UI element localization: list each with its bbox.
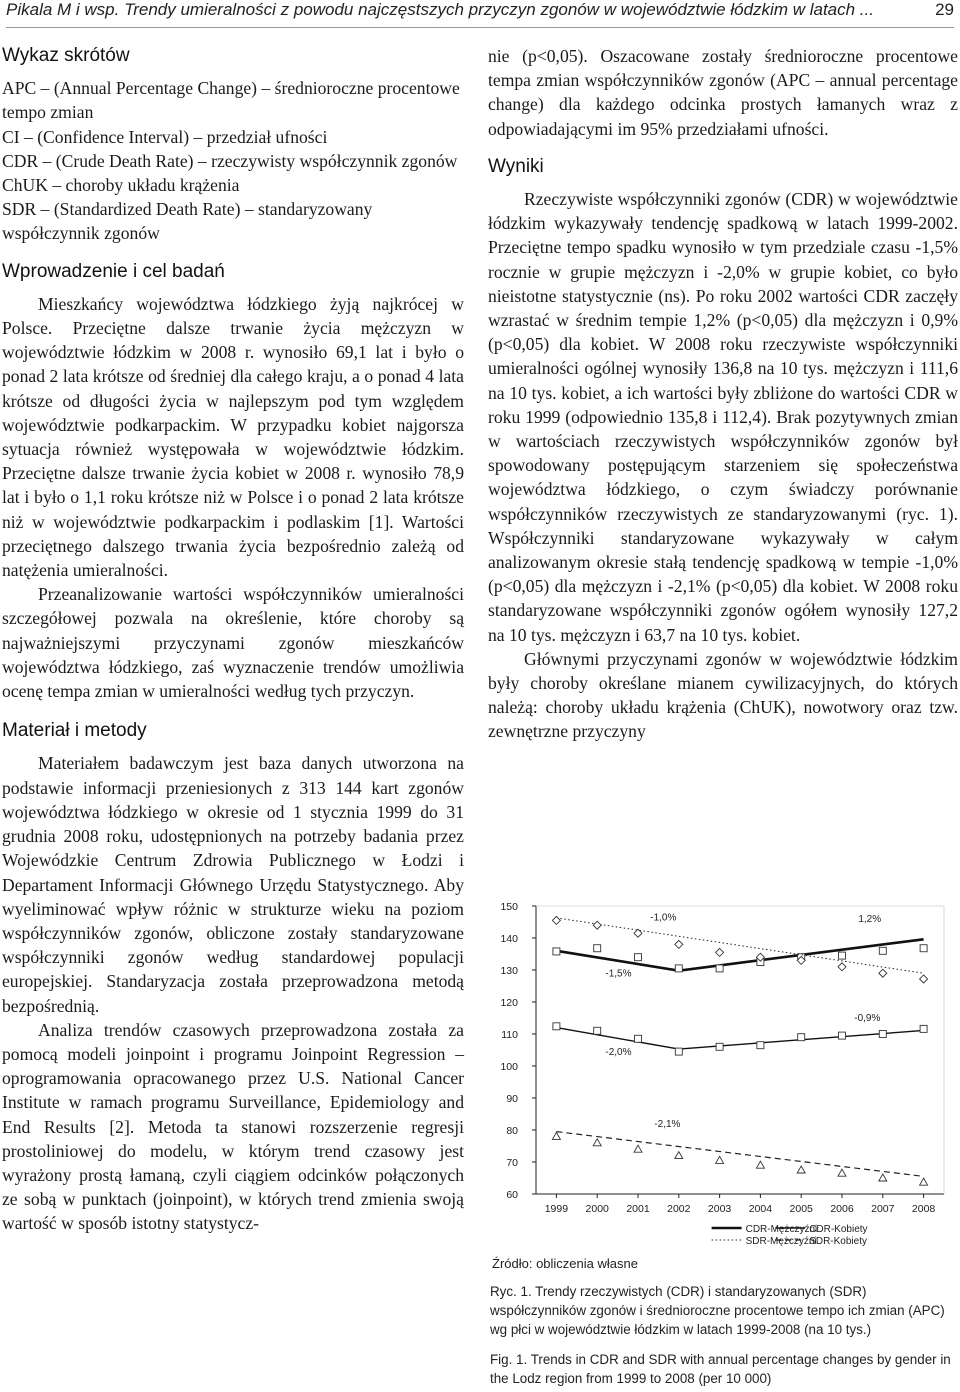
legend-label: CDR-Kobiety (809, 1224, 868, 1235)
apc-annotation: -0,9% (854, 1013, 881, 1025)
apc-annotation: -2,1% (654, 1118, 681, 1130)
y-tick-label: 60 (506, 1189, 518, 1201)
abbreviation-cdr: CDR – (Crude Death Rate) – rzeczywisty współczynnik zgonów (2, 150, 458, 171)
running-header (6, 0, 954, 24)
data-point (716, 1043, 723, 1050)
figure-caption-english: Fig. 1. Trends in CDR and SDR with annual percentage changes by gender in the Lodz region from 1999 to 2008 (per 10 000) (490, 1352, 951, 1386)
x-tick-label: 2003 (707, 1203, 732, 1215)
data-point (553, 948, 560, 955)
methods-paragraph-1: Materiałem badawczym jest baza danych utworzona na podstawie informacji przeniesionych z 313 144 kart zgonów województwa łódzkiego w okresie od 1 stycznia 1999 do 31 grudnia 2008 roku, udostępnionych na potrzeby badania przez Wojewódzkie Centrum Zdrowia Publicznego w Łodzi i Departament Informacji Głównego Urzędu Statystycznego. Aby wyeliminować wpływ różnic w strukturze wieku na poziom współczynników zgonów, obliczone zostały standaryzowane współczynniki zgonów według standardowej populacji europejskiej. Standaryzacja została przeprowadzona metodą bezpośrednią. (2, 753, 464, 1016)
data-point (920, 945, 927, 952)
data-point (675, 1152, 683, 1159)
data-point (553, 1023, 560, 1030)
data-point (756, 1161, 764, 1168)
y-tick-label: 150 (500, 901, 518, 913)
x-tick-label: 2000 (585, 1203, 609, 1215)
methods-heading: Materiał i metody (2, 720, 147, 742)
data-point (635, 1035, 642, 1042)
data-point (716, 948, 724, 956)
y-tick-label: 100 (500, 1061, 518, 1073)
data-point (920, 975, 928, 983)
right-column (488, 44, 958, 744)
page-number: 29 (935, 0, 954, 19)
abbreviations-heading: Wykaz skrótów (2, 45, 130, 66)
x-tick-label: 2004 (748, 1203, 773, 1215)
x-tick-label: 2005 (789, 1203, 813, 1215)
left-column (2, 40, 464, 1236)
data-point (675, 940, 683, 948)
header-rule (6, 27, 954, 28)
trend-line-chart (488, 890, 958, 1260)
data-point (593, 921, 601, 929)
apc-annotation: -1,5% (605, 968, 632, 980)
introduction-heading: Wprowadzenie i cel badań (2, 260, 225, 282)
data-point (879, 1031, 886, 1038)
series-line-SDR-Kobiety (556, 1132, 923, 1177)
data-point (879, 1174, 887, 1181)
y-tick-label: 130 (500, 965, 518, 977)
results-paragraph-2: Głównymi przyczynami zgonów w województwie łódzkim były choroby określane mianem cywilizacyjnych, do których należą: choroby układu krążenia (ChUK), nowotwory oraz tzw. zewnętrzne przyczyny (488, 648, 958, 742)
results-heading: Wyniki (488, 155, 544, 177)
legend-label: SDR-Kobiety (809, 1236, 868, 1247)
data-point (675, 1048, 682, 1055)
x-tick-label: 2002 (667, 1203, 691, 1215)
x-tick-label: 2008 (911, 1203, 936, 1215)
data-point (716, 965, 723, 972)
x-tick-label: 1999 (544, 1203, 569, 1215)
introduction-paragraph-2: Przeanalizowanie wartości współczynników umieralności szczegółowej pozwala na określenie, które choroby są najważniejszymi przyczynami zgonów mieszkańców województwa łódzkiego, zaś wyznaczenie trendów umożliwia ocenę tempa zmian w umieralności według tych przyczyn. (2, 584, 464, 702)
data-point (675, 965, 682, 972)
apc-annotation: -1,0% (650, 912, 677, 924)
data-point (839, 952, 846, 959)
data-point (757, 1042, 764, 1049)
data-point (920, 1025, 927, 1032)
y-tick-label: 70 (506, 1157, 518, 1169)
data-point (838, 1169, 846, 1176)
series-line-CDR-Mężczyźni (556, 939, 923, 970)
legend-label: SDR-Mężczyźni (745, 1236, 817, 1247)
introduction-paragraph-1: Mieszkańcy województwa łódzkiego żyją najkrócej w Polsce. Przeciętne dalsze trwanie życia mężczyzn w województwie łódzkim w 2008 r. wynosiło 69,1 lat i było o ponad 2 lata krótsze od średniej dla całego kraju, a o ponad 4 lata krótsze od długości życia w najlepszym pod tym względem województwie podkarpackim. W przypadku kobiet najgorsza sytuacja również występowała w województwie łódzkim. Przeciętne dalsze trwanie życia kobiet w 2008 r. wynosiło 78,9 lat i było o 1,1 roku krótsze niż w Polsce i o ponad 2 lata krótsze niż w województwie podkarpackim i podlaskim [1]. Wartości przeciętnego dalszego trwania życia bezpośrednio zależą od natężenia umieralności. (2, 293, 464, 581)
figure-caption-polish: Ryc. 1. Trendy rzeczywistych (CDR) i standaryzowanych (SDR) współczynników zgonów i średnioroczne procentowe tempo ich zmian (APC) wg płci w województwie łódzkim w latach 1999-2008 (na 10 tys.) (490, 1284, 945, 1337)
data-point (797, 1166, 805, 1173)
data-point (798, 1034, 805, 1041)
x-tick-label: 2001 (626, 1203, 650, 1215)
data-point (716, 1156, 724, 1163)
data-point (634, 1145, 642, 1152)
abbreviation-ci: CI – (Confidence Interval) – przedział ufności (2, 126, 328, 147)
apc-annotation: 1,2% (858, 914, 882, 925)
results-paragraph-1: Rzeczywiste współczynniki zgonów (CDR) w województwie łódzkim wykazywały tendencję spadkową w latach 1999-2002. Przeciętne tempo spadku wynosiło w tym przedziale czasu -1,5% rocznie w grupie mężczyzn i -2,0% w grupie kobiet, co było nieistotne statystycznie (ns). Po roku 2002 wartości CDR zaczęły wzrastać w średnim tempie 1,2% (p<0,05) dla mężczyzn i 0,9% (p<0,05) dla kobiet. W 2008 roku rzeczywiste współczynniki umieralności ogólnej wynosiły 136,8 na 10 tys. mężczyzn i 111,6 na 10 tys. kobiet, a ich wartości były zbliżone do wartości CDR w roku 1999 (odpowiednio 135,8 i 112,4). Brak pozytywnych zmian w wartościach rzeczywistych współczynników zgonów był spowodowany postępującym starzeniem się społeczeństwa województwa łódzkiego, o czym świadczy porównanie współczynników rzeczywistych ze standaryzowanymi (ryc. 1). Współczynniki standaryzowane wykazywały w całym analizowanym okresie stałą tendencję spadkową w tempie -1,0% (p<0,05) dla mężczyzn i -2,1% (p<0,05) dla kobiet. W 2008 roku standaryzowane współczynniki zgonów ogółem wynosiły 127,2 na 10 tys. mężczyzn i 63,7 na 10 tys. kobiet. (488, 189, 958, 645)
data-point (594, 945, 601, 952)
y-tick-label: 90 (506, 1093, 518, 1105)
data-point (838, 963, 846, 971)
y-tick-label: 110 (501, 1029, 518, 1041)
data-point (552, 1132, 560, 1139)
running-title: Pikala M i wsp. Trendy umieralności z powodu najczęstszych przyczyn zgonów w województwie łódzkim w latach ... (6, 0, 874, 19)
data-point (879, 969, 887, 977)
y-tick-label: 80 (506, 1125, 518, 1137)
data-point (593, 1139, 601, 1146)
data-point (594, 1027, 601, 1034)
y-tick-label: 140 (500, 933, 518, 945)
abbreviation-sdr: SDR – (Standardized Death Rate) – standaryzowany współczynnik zgonów (2, 199, 373, 244)
methods-paragraph-2: Analiza trendów czasowych przeprowadzona została za pomocą modeli joinpoint i programu Joinpoint Regression – oprogramowania opracowanego przez U.S. National Cancer Institute w ramach programu Surveillance, Epidemiology and End Results [2]. Metoda ta stanowi rozszerzenie regresji prostoliniowej do modelu, w którym trend czasowy jest wyrażony prostą łamaną, czyli ciągiem odcinków połączonych ze sobą w punktach (joinpoint), w których trend zmienia swoją wartość w sposób istotny statystycz- (2, 1019, 464, 1234)
data-point (839, 1032, 846, 1039)
legend-label: CDR-Mężczyźni (745, 1224, 818, 1235)
methods-continuation: nie (p<0,05). Oszacowane zostały średnioroczne procentowe tempa zmian współczynników zgonów (APC – annual percentage change) dla każdego odcinka prostych łamanych wraz z odpowiadającymi im 95% przedziałami ufności. (488, 46, 958, 139)
x-tick-label: 2007 (871, 1203, 895, 1215)
y-tick-label: 120 (500, 997, 518, 1009)
data-point (920, 1178, 928, 1185)
data-point (879, 947, 886, 954)
apc-annotation: -2,0% (605, 1046, 632, 1058)
data-point (635, 954, 642, 961)
figure-source: Źródło: obliczenia własne (492, 1256, 638, 1271)
abbreviation-apc: APC – (Annual Percentage Change) – średnioroczne procentowe tempo zmian (2, 78, 460, 123)
x-tick-label: 2006 (830, 1203, 854, 1215)
abbreviation-chuk: ChUK – choroby układu krążenia (2, 175, 240, 196)
data-point (552, 916, 560, 924)
